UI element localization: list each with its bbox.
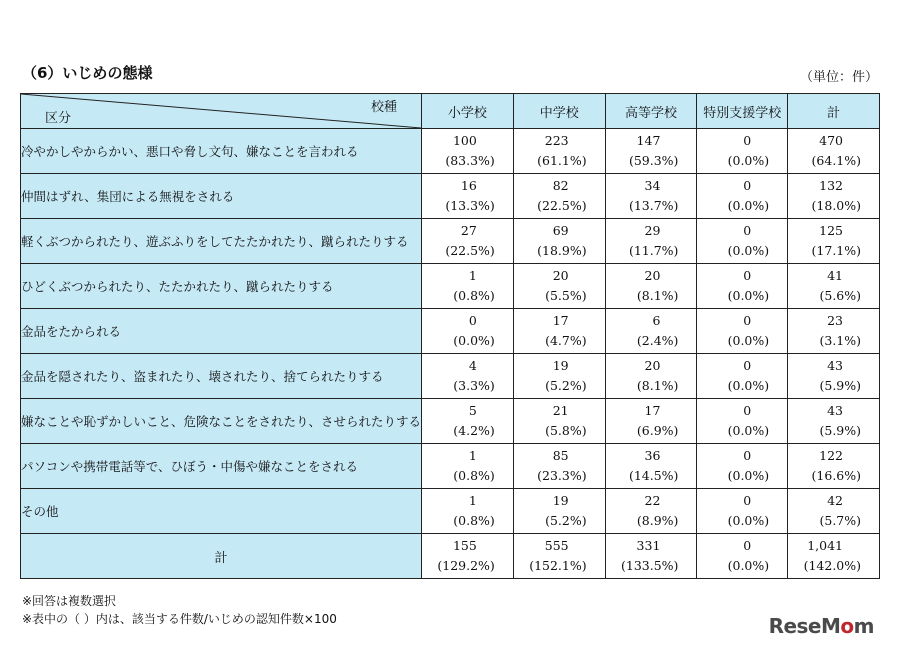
count-value: 0 bbox=[468, 313, 477, 328]
percent-value: (5.8%) bbox=[545, 423, 587, 438]
value-cell bbox=[605, 264, 697, 309]
percent-value: (4.2%) bbox=[453, 423, 495, 438]
table-row bbox=[21, 129, 880, 174]
percent-value: (0.8%) bbox=[453, 468, 495, 483]
value-cell bbox=[697, 129, 788, 174]
total-row bbox=[21, 534, 880, 579]
percent-value: (133.5%) bbox=[620, 558, 679, 573]
table-row bbox=[21, 489, 880, 534]
percent-value: (59.3%) bbox=[628, 153, 679, 168]
table-header-row bbox=[21, 94, 880, 129]
count-value: 0 bbox=[743, 493, 752, 508]
count-value: 19 bbox=[552, 358, 569, 373]
percent-value: (142.0%) bbox=[803, 558, 861, 573]
count-value: 20 bbox=[644, 268, 661, 283]
percent-value: (0.0%) bbox=[453, 333, 495, 348]
value-cell bbox=[697, 264, 788, 309]
percent-value: (18.9%) bbox=[537, 243, 587, 258]
count-value: 1 bbox=[468, 448, 477, 463]
col-header-junior-high: 中学校 bbox=[513, 94, 605, 129]
value-cell bbox=[513, 129, 605, 174]
corner-header bbox=[21, 94, 422, 129]
row-label: 金品を隠されたり、盗まれたり、壊されたり、捨てられたりする bbox=[21, 354, 422, 399]
value-cell bbox=[697, 174, 788, 219]
percent-value: (0.0%) bbox=[727, 558, 770, 573]
percent-value: (8.1%) bbox=[636, 378, 679, 393]
value-cell bbox=[788, 534, 880, 579]
percent-value: (22.5%) bbox=[445, 243, 495, 258]
count-value: 27 bbox=[460, 223, 477, 238]
value-cell bbox=[422, 534, 514, 579]
value-cell bbox=[605, 219, 697, 264]
count-value: 122 bbox=[819, 448, 843, 463]
value-cell bbox=[788, 174, 880, 219]
count-value: 36 bbox=[644, 448, 661, 463]
percent-value: (14.5%) bbox=[628, 468, 679, 483]
value-cell bbox=[697, 309, 788, 354]
value-cell bbox=[605, 354, 697, 399]
value-cell bbox=[513, 489, 605, 534]
count-value: 34 bbox=[644, 178, 661, 193]
col-header-total: 計 bbox=[788, 94, 880, 129]
unit-label: （単位：件） bbox=[799, 70, 878, 85]
table-row bbox=[21, 399, 880, 444]
percent-value: (23.3%) bbox=[537, 468, 587, 483]
count-value: 85 bbox=[552, 448, 569, 463]
value-cell bbox=[422, 489, 514, 534]
corner-category-label: 区分 bbox=[45, 111, 72, 126]
value-cell bbox=[605, 174, 697, 219]
count-value: 41 bbox=[827, 268, 843, 283]
bullying-type-table bbox=[20, 93, 880, 579]
percent-value: (83.3%) bbox=[445, 153, 495, 168]
percent-value: (22.5%) bbox=[537, 198, 587, 213]
percent-value: (2.4%) bbox=[636, 333, 679, 348]
value-cell bbox=[697, 354, 788, 399]
value-cell bbox=[513, 534, 605, 579]
percent-value: (61.1%) bbox=[537, 153, 587, 168]
percent-value: (0.0%) bbox=[727, 513, 770, 528]
value-cell bbox=[422, 264, 514, 309]
table-row bbox=[21, 309, 880, 354]
resemom-logo: ReseMom bbox=[768, 614, 874, 638]
count-value: 19 bbox=[552, 493, 569, 508]
count-value: 69 bbox=[552, 223, 569, 238]
percent-value: (5.6%) bbox=[819, 288, 861, 303]
value-cell bbox=[513, 399, 605, 444]
count-value: 17 bbox=[552, 313, 569, 328]
percent-value: (8.9%) bbox=[636, 513, 679, 528]
value-cell bbox=[697, 444, 788, 489]
count-value: 16 bbox=[460, 178, 477, 193]
percent-value: (64.1%) bbox=[811, 153, 861, 168]
count-value: 132 bbox=[819, 178, 843, 193]
value-cell bbox=[422, 174, 514, 219]
count-value: 1 bbox=[468, 493, 477, 508]
count-value: 223 bbox=[544, 133, 569, 148]
percent-value: (0.0%) bbox=[727, 153, 770, 168]
value-cell bbox=[605, 489, 697, 534]
footnote: ※表中の（ ）内は、該当する件数/いじめの認知件数×100 bbox=[22, 612, 337, 626]
table-row bbox=[21, 444, 880, 489]
count-value: 43 bbox=[827, 358, 843, 373]
percent-value: (0.8%) bbox=[453, 288, 495, 303]
value-cell bbox=[513, 219, 605, 264]
value-cell bbox=[513, 354, 605, 399]
value-cell bbox=[422, 219, 514, 264]
value-cell bbox=[697, 489, 788, 534]
percent-value: (5.2%) bbox=[545, 513, 587, 528]
count-value: 82 bbox=[552, 178, 569, 193]
value-cell bbox=[513, 444, 605, 489]
percent-value: (17.1%) bbox=[811, 243, 861, 258]
row-label: 冷やかしやからかい、悪口や脅し文句、嫌なことを言われる bbox=[21, 129, 422, 174]
value-cell bbox=[605, 309, 697, 354]
count-value: 0 bbox=[743, 538, 752, 553]
percent-value: (13.7%) bbox=[628, 198, 679, 213]
value-cell bbox=[788, 264, 880, 309]
count-value: 6 bbox=[652, 313, 661, 328]
count-value: 0 bbox=[743, 223, 752, 238]
percent-value: (18.0%) bbox=[811, 198, 861, 213]
page-title: （6）いじめの態様 bbox=[22, 64, 153, 82]
value-cell bbox=[513, 309, 605, 354]
percent-value: (5.9%) bbox=[819, 378, 861, 393]
count-value: 42 bbox=[827, 493, 843, 508]
col-header-special-support: 特別支援学校 bbox=[697, 94, 788, 129]
total-label: 計 bbox=[21, 534, 422, 579]
count-value: 555 bbox=[544, 538, 569, 553]
percent-value: (0.0%) bbox=[727, 423, 770, 438]
footnotes bbox=[22, 592, 337, 628]
percent-value: (0.0%) bbox=[727, 378, 770, 393]
value-cell bbox=[422, 399, 514, 444]
percent-value: (11.7%) bbox=[628, 243, 679, 258]
count-value: 155 bbox=[452, 538, 477, 553]
count-value: 0 bbox=[743, 268, 752, 283]
count-value: 0 bbox=[743, 358, 752, 373]
value-cell bbox=[697, 219, 788, 264]
value-cell bbox=[422, 354, 514, 399]
percent-value: (5.2%) bbox=[545, 378, 587, 393]
value-cell bbox=[697, 534, 788, 579]
value-cell bbox=[788, 219, 880, 264]
diagonal-line bbox=[21, 94, 421, 128]
count-value: 470 bbox=[819, 133, 843, 148]
count-value: 100 bbox=[452, 133, 477, 148]
value-cell bbox=[605, 534, 697, 579]
count-value: 0 bbox=[743, 133, 752, 148]
table-row bbox=[21, 354, 880, 399]
value-cell bbox=[788, 129, 880, 174]
count-value: 20 bbox=[552, 268, 569, 283]
col-header-elementary: 小学校 bbox=[422, 94, 514, 129]
value-cell bbox=[788, 309, 880, 354]
value-cell bbox=[605, 444, 697, 489]
value-cell bbox=[788, 489, 880, 534]
row-label: 軽くぶつかられたり、遊ぶふりをしてたたかれたり、蹴られたりする bbox=[21, 219, 422, 264]
percent-value: (8.1%) bbox=[636, 288, 679, 303]
row-label: 仲間はずれ、集団による無視をされる bbox=[21, 174, 422, 219]
table-row bbox=[21, 219, 880, 264]
percent-value: (0.8%) bbox=[453, 513, 495, 528]
percent-value: (6.9%) bbox=[636, 423, 679, 438]
count-value: 0 bbox=[743, 313, 752, 328]
count-value: 23 bbox=[827, 313, 843, 328]
value-cell bbox=[788, 354, 880, 399]
count-value: 1,041 bbox=[807, 538, 843, 553]
percent-value: (0.0%) bbox=[727, 288, 770, 303]
col-header-high-school: 高等学校 bbox=[605, 94, 697, 129]
footnote: ※回答は複数選択 bbox=[22, 594, 117, 608]
count-value: 0 bbox=[743, 403, 752, 418]
value-cell bbox=[788, 444, 880, 489]
row-label: その他 bbox=[21, 489, 422, 534]
row-label: ひどくぶつかられたり、たたかれたり、蹴られたりする bbox=[21, 264, 422, 309]
count-value: 43 bbox=[827, 403, 843, 418]
value-cell bbox=[605, 129, 697, 174]
value-cell bbox=[788, 399, 880, 444]
percent-value: (0.0%) bbox=[727, 468, 770, 483]
count-value: 1 bbox=[468, 268, 477, 283]
count-value: 0 bbox=[743, 448, 752, 463]
count-value: 20 bbox=[644, 358, 661, 373]
count-value: 147 bbox=[636, 133, 661, 148]
percent-value: (3.3%) bbox=[453, 378, 495, 393]
count-value: 21 bbox=[552, 403, 569, 418]
value-cell bbox=[513, 264, 605, 309]
percent-value: (3.1%) bbox=[819, 333, 861, 348]
count-value: 331 bbox=[636, 538, 661, 553]
count-value: 29 bbox=[644, 223, 661, 238]
row-label: 金品をたかられる bbox=[21, 309, 422, 354]
row-label: 嫌なことや恥ずかしいこと、危険なことをされたり、させられたりする bbox=[21, 399, 422, 444]
percent-value: (0.0%) bbox=[727, 198, 770, 213]
percent-value: (13.3%) bbox=[445, 198, 495, 213]
count-value: 0 bbox=[743, 178, 752, 193]
percent-value: (129.2%) bbox=[437, 558, 495, 573]
percent-value: (0.0%) bbox=[727, 333, 770, 348]
value-cell bbox=[422, 444, 514, 489]
percent-value: (0.0%) bbox=[727, 243, 770, 258]
count-value: 22 bbox=[644, 493, 661, 508]
percent-value: (4.7%) bbox=[545, 333, 587, 348]
value-cell bbox=[605, 399, 697, 444]
percent-value: (152.1%) bbox=[529, 558, 587, 573]
value-cell bbox=[422, 129, 514, 174]
count-value: 17 bbox=[644, 403, 661, 418]
table-row bbox=[21, 174, 880, 219]
table-row bbox=[21, 264, 880, 309]
value-cell bbox=[422, 309, 514, 354]
count-value: 4 bbox=[468, 358, 477, 373]
percent-value: (5.9%) bbox=[819, 423, 861, 438]
corner-school-type-label: 校種 bbox=[371, 100, 398, 115]
row-label: パソコンや携帯電話等で、ひぼう・中傷や嫌なことをされる bbox=[21, 444, 422, 489]
count-value: 5 bbox=[468, 403, 477, 418]
percent-value: (5.5%) bbox=[545, 288, 587, 303]
count-value: 125 bbox=[819, 223, 843, 238]
percent-value: (5.7%) bbox=[819, 513, 861, 528]
value-cell bbox=[697, 399, 788, 444]
value-cell bbox=[513, 174, 605, 219]
percent-value: (16.6%) bbox=[811, 468, 861, 483]
